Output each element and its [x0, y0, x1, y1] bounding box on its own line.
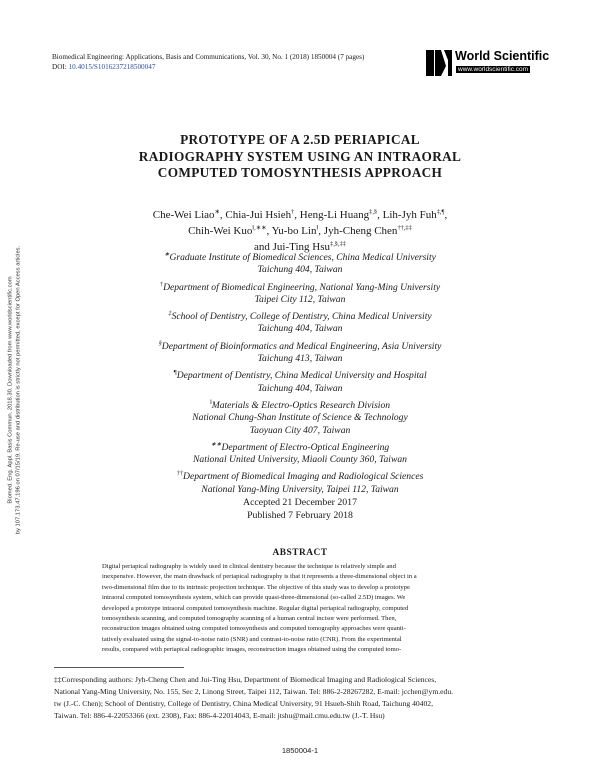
- affiliation-line: National United University, Miaoli County 360, Taiwan: [193, 454, 407, 466]
- affiliation-line: Department of Biomedical Imaging and Radiological Sciences: [183, 471, 424, 483]
- title-line3: COMPUTED TOMOSYNTHESIS APPROACH: [157, 165, 443, 180]
- author-separator: ,: [294, 209, 300, 221]
- affiliation-line: National Chung-Shan Institute of Science & Technology: [192, 412, 408, 424]
- affiliation-line: Department of Bioinformatics and Medical Engineering, Asia University: [161, 340, 442, 352]
- affiliation-line: Taichung 413, Taiwan: [257, 353, 343, 365]
- author-name: Yu-bo Lin: [271, 225, 317, 237]
- author-name: Jyh-Cheng Chen: [323, 225, 398, 237]
- affiliation: [60, 400, 540, 437]
- author-name: Heng-Li Huang: [299, 209, 370, 221]
- author-separator: ,: [219, 209, 226, 221]
- world-scientific-logo-icon: [426, 48, 454, 80]
- affiliation-mark: ∗∗: [210, 440, 222, 448]
- affiliation-line: Department of Biomedical Engineering, National Yang-Ming University: [163, 281, 441, 293]
- affiliation-mark: ¶: [173, 369, 177, 377]
- doi-prefix: DOI:: [52, 63, 67, 71]
- abstract-line: results, compared with periapical radiographic images, reconstruction images obtained using the computed tomo-: [102, 646, 402, 654]
- footnote-line: ‡‡Corresponding authors: Jyh-Cheng Chen and Jui-Ting Hsu, Department of Biomedical Imaging and Radiological Sciences,: [54, 675, 437, 684]
- logo-name: World Scientific: [455, 49, 550, 63]
- affiliation-mark: †: [159, 280, 164, 288]
- publication-dates: [60, 496, 540, 522]
- abstract-line: reconstruction images obtained using computed tomosynthesis and computed tomography approaches were quanti-: [102, 625, 406, 633]
- author-name: Chih-Wei Kuo: [188, 225, 253, 237]
- affiliation: [60, 442, 540, 467]
- affiliation-line: Taichung 404, Taiwan: [257, 323, 343, 335]
- abstract-body: [102, 562, 520, 656]
- published-date: Published 7 February 2018: [247, 510, 353, 521]
- doi-line: [52, 62, 364, 72]
- footnote-line: National Yang-Ming University, No. 155, Sec 2, Linong Street, Taipei 112, Taiwan. Tel: 886-2-28267282, E-mail: jcchen@ym.edu.: [54, 687, 454, 696]
- abstract-line: Digital periapical radiography is widely used in clinical dentistry because the technique is relatively simple and: [102, 563, 396, 570]
- affiliation-line: School of Dentistry, College of Dentistry, China Medical University: [171, 311, 432, 323]
- page-number: 1850004-1: [281, 746, 319, 755]
- affiliation-line: National Yang-Ming University, Taipei 112, Taiwan: [201, 483, 399, 495]
- author-mark: ††,‡‡: [397, 224, 412, 232]
- affiliation-mark: §: [158, 339, 162, 347]
- abstract-line: tomosynthesis scanning, and computed tomography scanning of a human central incisor were performed. Then,: [102, 615, 397, 623]
- author-mark: ‡,¶: [436, 208, 445, 216]
- journal-header: [52, 52, 364, 72]
- affiliation-line: Taoyuan City 407, Taiwan: [249, 424, 351, 436]
- affiliation-line: Taichung 404, Taiwan: [257, 382, 343, 394]
- author-mark: ‖,∗∗: [252, 224, 267, 232]
- accepted-date: Accepted 21 December 2017: [243, 497, 357, 508]
- author-mark: ‖: [316, 224, 319, 232]
- author-separator: ,: [266, 225, 272, 237]
- side-note-line1: Biomed. Eng. Appl. Basis Commun. 2018.30. Downloaded from www.worldscientific.com: [7, 276, 14, 504]
- author-name: Chia-Jui Hsieh: [225, 209, 292, 221]
- author-list: [60, 207, 540, 255]
- logo-url: www.worldscientific.com: [458, 66, 529, 73]
- author-line2: [60, 223, 540, 239]
- title-line1: PROTOTYPE OF A 2.5D PERIAPICAL: [180, 132, 420, 147]
- affiliation-line: Graduate Institute of Biomedical Sciences, China Medical University: [169, 252, 436, 263]
- affiliation: [60, 311, 540, 336]
- author-separator: ,: [318, 225, 324, 237]
- publisher-logo: [426, 46, 556, 82]
- author-separator: ,: [444, 209, 448, 221]
- affiliation: [60, 282, 540, 307]
- paper-title: [60, 132, 540, 182]
- affiliations: [60, 252, 540, 501]
- abstract-line: tatively evaluated using the signal-to-noise ratio (SNR) and contrast-to-noise ratio (CNR). From the experimental: [102, 635, 402, 643]
- affiliation-mark: ∗: [164, 250, 170, 258]
- affiliation-line: Materials & Electro-Optics Research Division: [211, 399, 391, 411]
- affiliation-line: Department of Dentistry, China Medical University and Hospital: [176, 370, 427, 382]
- author-mark: ‡,§: [369, 208, 378, 216]
- affiliation: [60, 471, 540, 496]
- affiliation: [60, 252, 540, 277]
- affiliation-line: Department of Electro-Optical Engineering: [221, 441, 390, 453]
- affiliation-mark: ‖: [209, 398, 212, 406]
- affiliation-mark: ††: [176, 470, 184, 478]
- abstract-line: two-dimensional film due to its intrinsic projection technique. The objective of this study was to develop a prototype: [102, 583, 410, 591]
- author-separator: ,: [377, 209, 383, 221]
- author-mark: ‡,§,‡‡: [330, 240, 346, 248]
- abstract-line: inexpensive. However, the main drawback of periapical radiography is that it represents a three-dimensional object in a: [102, 573, 417, 581]
- journal-citation: Biomedical Engineering: Applications, Basis and Communications, Vol. 30, No. 1 (2018) 1850004 (7 pages): [52, 53, 365, 61]
- footnote-line: Taiwan. Tel: 886-4-22053366 (ext. 2308), Fax: 886-4-22014043, E-mail: jtshu@mail.cmu.edu.tw (J.-T. Hsu): [54, 711, 385, 720]
- affiliation-mark: ‡: [168, 310, 172, 317]
- abstract-line: developed a prototype intraoral computed tomosynthesis machine. Regular digital periapical radiography, computed: [102, 604, 409, 612]
- footnote-line: tw (J.-C. Chen); School of Dentistry, College of Dentistry, China Medical University, 91 Hsueh-Shih Road, Taichung 40402,: [54, 699, 433, 708]
- affiliation: [60, 370, 540, 395]
- abstract-line: intraoral computed tomosynthesis system, which can provide quasi-three-dimensional (so-called 2.5D) images. We: [102, 594, 406, 602]
- title-line2: RADIOGRAPHY SYSTEM USING AN INTRAORAL: [138, 148, 462, 164]
- author-mark: †: [291, 208, 295, 216]
- affiliation-line: Taichung 404, Taiwan: [257, 264, 343, 276]
- affiliation-line: Taipei City 112, Taiwan: [254, 293, 346, 305]
- affiliation: [60, 341, 540, 366]
- author-line1: [60, 207, 540, 223]
- author-name: Che-Wei Liao: [152, 209, 215, 221]
- download-side-note: [4, 200, 26, 580]
- author-name: Lih-Jyh Fuh: [382, 209, 437, 221]
- author-mark: ∗: [214, 208, 220, 216]
- corresponding-author-footnote: [54, 674, 554, 722]
- footnote-rule: [54, 667, 184, 668]
- doi-link[interactable]: 10.4015/S1016237218500047: [68, 63, 156, 71]
- author-name: and Jui-Ting Hsu: [254, 241, 330, 253]
- abstract-heading: ABSTRACT: [272, 548, 328, 558]
- side-note-line2: by 107.173.47.196 on 07/15/19. Re-use and distribution is strictly not permitted, except for Open Access articles.: [15, 245, 21, 535]
